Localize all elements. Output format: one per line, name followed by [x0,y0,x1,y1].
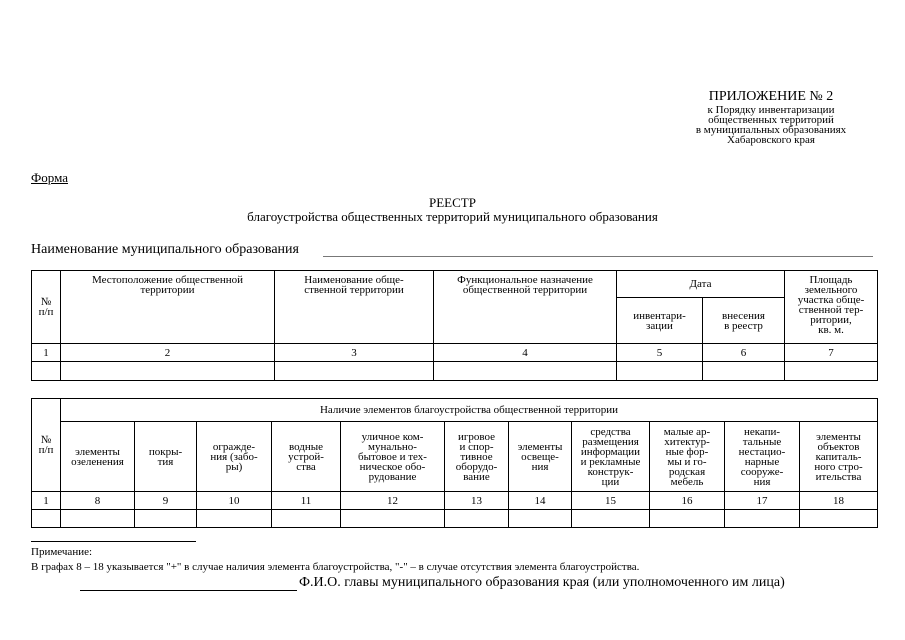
column-number: 3 [275,344,434,362]
function-header: Функциональное назначение общественной территории [434,271,617,344]
empty-cell[interactable] [445,510,509,528]
note-title: Примечание: [31,546,93,558]
register-table-elements [31,398,878,528]
name-header: Наименование обще- ственной территории [275,271,434,344]
non-capital-structures-header: некапи- тальные нестацио- нарные сооруже- ния [725,422,800,492]
column-number: 18 [800,492,878,510]
empty-cell[interactable] [617,362,703,381]
small-architecture-header: малые ар- хитектур- ные фор- мы и го- родская мебель [650,422,725,492]
empty-cell[interactable] [61,362,275,381]
column-number: 13 [445,492,509,510]
column-number: 4 [434,344,617,362]
column-number: 1 [32,492,61,510]
empty-cell[interactable] [703,362,785,381]
empty-cell[interactable] [272,510,341,528]
empty-cell[interactable] [32,362,61,381]
register-subtitle: благоустройства общественных территорий муниципального образования [247,209,658,224]
water-devices-header: водные устрой- ства [272,422,341,492]
appendix-line: к Порядку инвентаризации [707,104,835,116]
signature-label: Ф.И.О. главы муниципального образования края (или уполномоченного им лица) [299,575,785,590]
appendix-header [640,89,902,145]
column-number: 12 [341,492,445,510]
empty-cell[interactable] [197,510,272,528]
column-number: 7 [785,344,878,362]
empty-cell[interactable] [341,510,445,528]
num-header: № п/п [32,271,61,344]
column-number: 10 [197,492,272,510]
signature-line[interactable] [80,590,297,591]
column-number: 15 [572,492,650,510]
municipality-label: Наименование муниципального образования [31,242,299,257]
empty-cell[interactable] [800,510,878,528]
date-header: Дата [617,271,785,298]
location-header: Местоположение общественной территории [61,271,275,344]
empty-cell[interactable] [785,362,878,381]
column-number: 11 [272,492,341,510]
empty-cell[interactable] [32,510,61,528]
empty-cell[interactable] [61,510,135,528]
empty-cell[interactable] [135,510,197,528]
column-number: 6 [703,344,785,362]
area-header: Площадь земельного участка обще- ственной тер- ритории, кв. м. [785,271,878,344]
info-advertising-header: средства размещения информации и рекламные конструк- ции [572,422,650,492]
column-number: 17 [725,492,800,510]
num-header: № п/п [32,399,61,492]
lighting-header: элементы освеще- ния [509,422,572,492]
appendix-title: ПРИЛОЖЕНИЕ № 2 [708,89,834,104]
inventory-date-header: инвентари- зации [617,298,703,344]
column-number: 16 [650,492,725,510]
note-text: В графах 8 – 18 указывается "+" в случае наличия элемента благоустройства, "-" – в случае отсутствия элемента благоустройства. [31,561,640,573]
empty-cell[interactable] [509,510,572,528]
note-separator [31,541,196,542]
form-label: Форма [31,170,68,185]
appendix-line: Хабаровского края [727,134,815,146]
appendix-line: в муниципальных образованиях [695,124,847,136]
empty-cell[interactable] [434,362,617,381]
coverings-header: покры- тия [135,422,197,492]
empty-cell[interactable] [725,510,800,528]
register-heading [0,196,905,224]
empty-cell[interactable] [650,510,725,528]
playground-equipment-header: игровое и спор- тивное оборудо- вание [445,422,509,492]
column-number: 1 [32,344,61,362]
elements-group-header: Наличие элементов благоустройства общественной территории [61,399,878,422]
greenery-header: элементы озеленения [61,422,135,492]
register-title: РЕЕСТР [429,195,476,210]
empty-cell[interactable] [275,362,434,381]
appendix-line: общественных территорий [708,114,834,126]
entry-date-header: внесения в реестр [703,298,785,344]
column-number: 5 [617,344,703,362]
register-table-main [31,270,878,381]
column-number: 9 [135,492,197,510]
column-number: 2 [61,344,275,362]
municipality-input-line[interactable] [323,256,873,257]
empty-cell[interactable] [572,510,650,528]
capital-construction-header: элементы объектов капиталь- ного стро- ительства [800,422,878,492]
column-number: 8 [61,492,135,510]
column-number: 14 [509,492,572,510]
street-equipment-header: уличное ком- мунально- бытовое и тех- ническое обо- рудование [341,422,445,492]
fences-header: огражде- ния (забо- ры) [197,422,272,492]
